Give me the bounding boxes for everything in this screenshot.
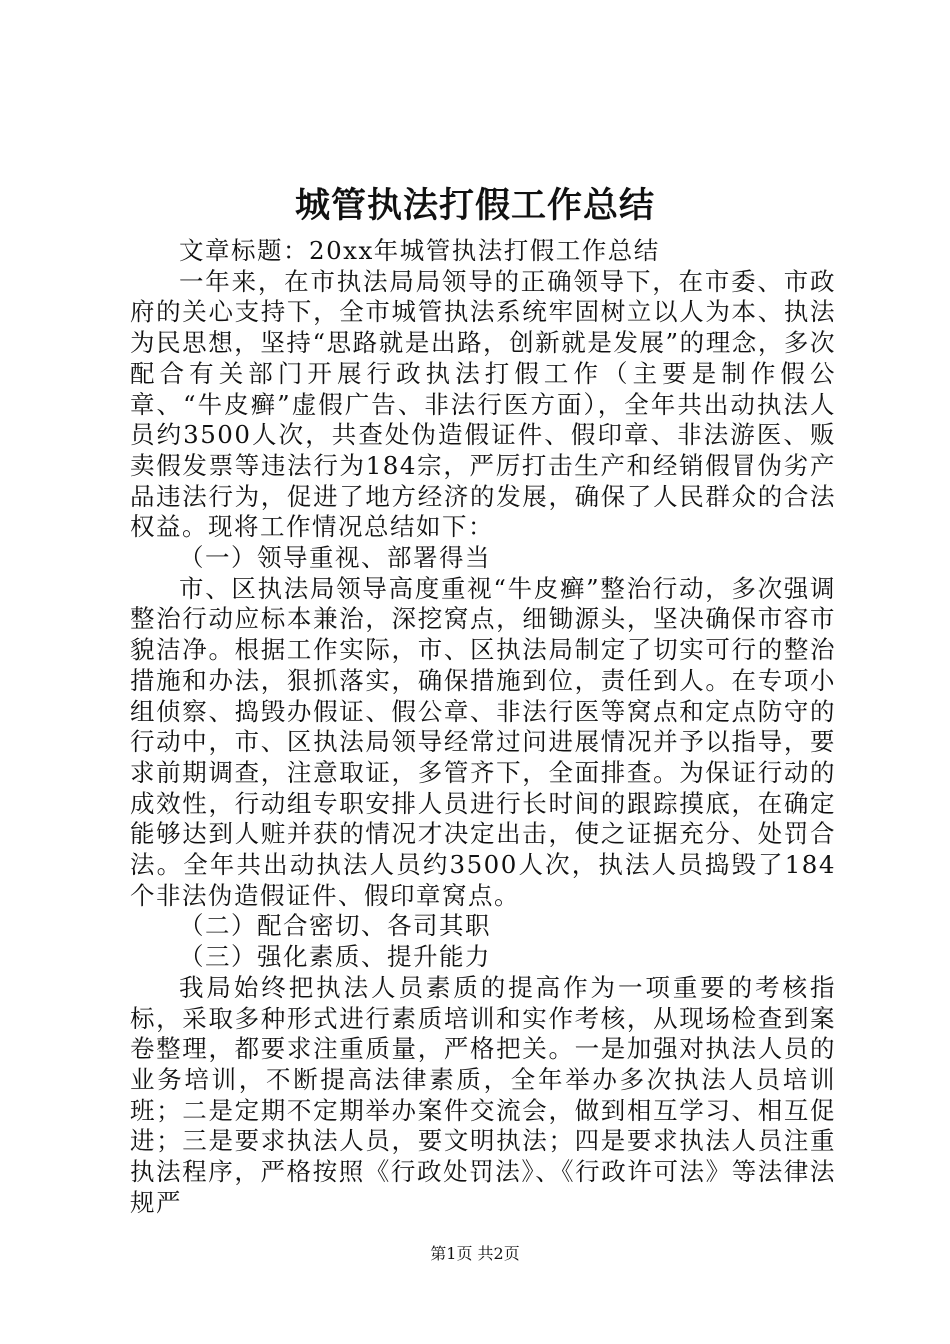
article-title-line: 文章标题：20xx年城管执法打假工作总结	[179, 236, 660, 265]
section-1-paragraph: 市、区执法局领导高度重视“牛皮癣”整治行动，多次强调整治行动应标本兼治，深挖窝点，细锄源头，坚决确保市容市貌洁净。根据工作实际，市、区执法局制定了切实可行的整治措施和办法，狠抓落实，确保措施到位，责任到人。在专项小组侦察、捣毁办假证、假公章、非法行医等窝点和定点防守的行动中，市、区执法局领导经常过问进展情况并予以指导，要求前期调查，注意取证，多管齐下，全面排查。为保证行动的成效性，行动组专职安排人员进行长时间的跟踪摸底，在确定能够达到人赃并获的情况才决定出击，使之证据充分、处罚合法。全年共出动执法人员约3500人次，执法人员捣毁了184个非法伪造假证件、假印章窝点。	[130, 573, 836, 910]
document-body	[130, 236, 836, 1219]
section-heading-2: （二）配合密切、各司其职	[179, 911, 491, 941]
document-title: 城管执法打假工作总结	[294, 185, 655, 226]
section-heading-1: （一）领导重视、部署得当	[179, 543, 491, 573]
section-heading-3: （三）强化素质、提升能力	[179, 942, 491, 972]
intro-paragraph: 一年来，在市执法局局领导的正确领导下，在市委、市政府的关心支持下，全市城管执法系统牢固树立以人为本、执法为民思想，坚持“思路就是出路，创新就是发展”的理念，多次配合有关部门开展行政执法打假工作（主要是制作假公章、“牛皮癣”虚假广告、非法行医方面），全年共出动执法人员约3500人次，共查处伪造假证件、假印章、非法游医、贩卖假发票等违法行为184宗，严厉打击生产和经销假冒伪劣产品违法行为，促进了地方经济的发展，确保了人民群众的合法权益。现将工作情况总结如下：	[130, 266, 836, 542]
page-footer: 第1页 共2页	[430, 1244, 520, 1263]
section-3-paragraph: 我局始终把执法人员素质的提高作为一项重要的考核指标，采取多种形式进行素质培训和实作考核，从现场检查到案卷整理，都要求注重质量，严格把关。一是加强对执法人员的业务培训，不断提高法律素质，全年举办多次执法人员培训班；二是定期不定期举办案件交流会，做到相互学习、相互促进；三是要求执法人员，要文明执法；四是要求执法人员注重执法程序，严格按照《行政处罚法》、《行政许可法》等法律法规严	[130, 972, 836, 1217]
